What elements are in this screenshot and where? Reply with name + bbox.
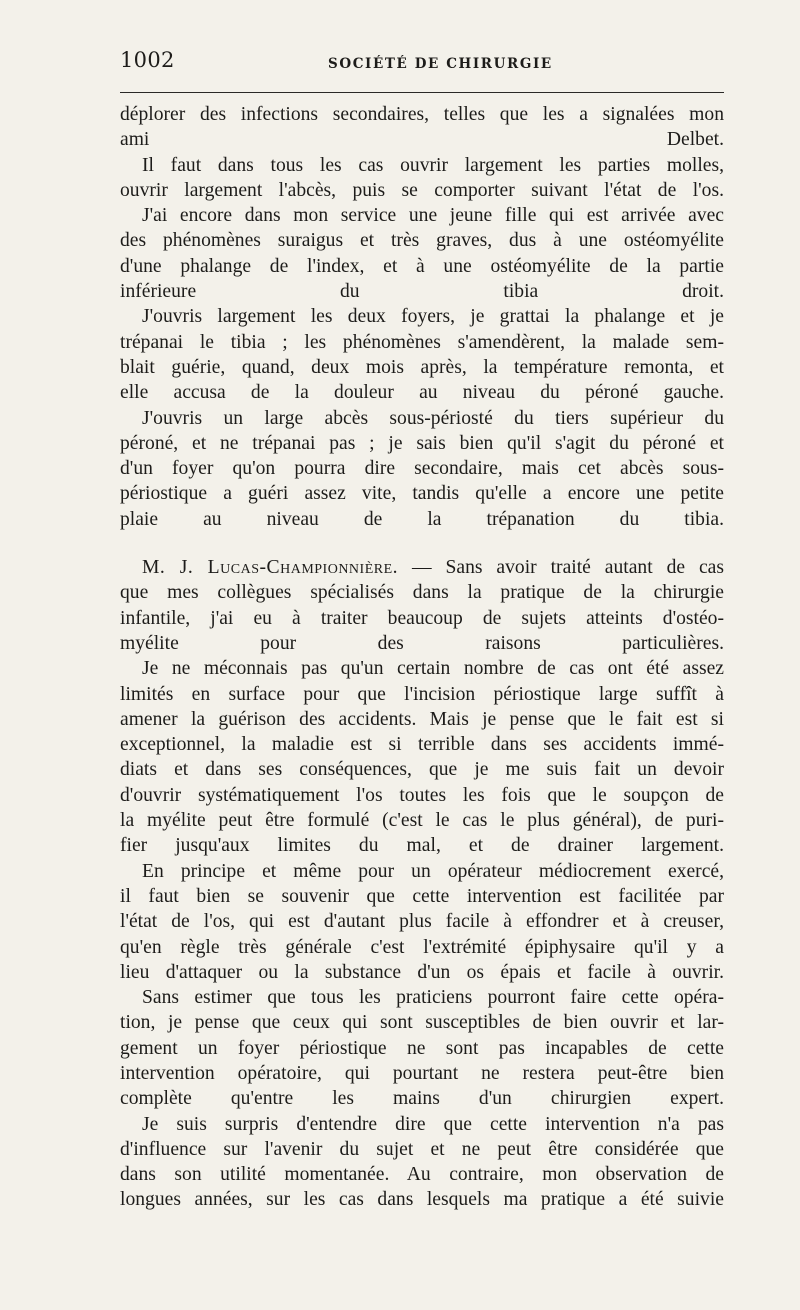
text-line: amener la guérison des accidents. Mais je pense que le fait est si xyxy=(120,708,724,730)
paragraph-continuation xyxy=(120,580,724,656)
paragraph xyxy=(120,203,724,304)
text-line: Sans estimer que tous les praticiens pourront faire cette opéra- xyxy=(142,987,724,1009)
text-line: longues années, sur les cas dans lesquels ma pratique a été suivie xyxy=(120,1189,724,1211)
paragraph xyxy=(120,102,724,153)
text-line: l'état de l'os, qui est d'autant plus facile à effondrer et à creuser, xyxy=(120,911,724,933)
speaker-line xyxy=(120,555,724,580)
text-line: gement un foyer périostique ne sont pas incapables de cette xyxy=(120,1037,724,1059)
text-line: d'une phalange de l'index, et à une ostéomyélite de la partie xyxy=(120,255,724,277)
text-line: complète qu'entre les mains d'un chirurgien expert. xyxy=(120,1088,724,1110)
speaker-line-rest: — Sans avoir traité autant de cas xyxy=(398,557,724,579)
text-line: dans son utilité momentanée. Au contraire, mon observation de xyxy=(120,1164,724,1186)
header-rule xyxy=(120,92,724,93)
paragraph xyxy=(120,1112,724,1213)
paragraph xyxy=(120,304,724,405)
paragraph xyxy=(120,656,724,858)
text-line: Je suis surpris d'entendre dire que cette intervention n'a pas xyxy=(142,1113,724,1135)
text-line: trépanai le tibia ; les phénomènes s'amendèrent, la malade sem- xyxy=(120,331,724,353)
text-line: fier jusqu'aux limites du mal, et de drainer largement. xyxy=(120,835,724,857)
text-line: inférieure du tibia droit. xyxy=(120,281,724,303)
text-line: d'un foyer qu'on pourra dire secondaire, mais cet abcès sous- xyxy=(120,458,724,480)
text-line: J'ouvris largement les deux foyers, je grattai la phalange et je xyxy=(142,306,724,328)
text-line: d'influence sur l'avenir du sujet et ne peut être considérée que xyxy=(120,1138,724,1160)
paragraph-speaker xyxy=(120,555,724,656)
text-line: Je ne méconnais pas qu'un certain nombre de cas ont été assez xyxy=(142,658,724,680)
page-number: 1002 xyxy=(120,48,175,72)
text-line: limités en surface pour que l'incision périostique large suffît à xyxy=(120,683,724,705)
text-line: ouvrir largement l'abcès, puis se comporter suivant l'état de l'os. xyxy=(120,179,724,201)
text-line: En principe et même pour un opérateur médiocrement exercé, xyxy=(142,860,724,882)
text-line: intervention opératoire, qui pourtant ne restera peut-être bien xyxy=(120,1062,724,1084)
paragraph xyxy=(120,153,724,204)
text-line: plaie au niveau de la trépanation du tibia. xyxy=(120,508,724,530)
text-line: des phénomènes suraigus et très graves, dus à une ostéomyélite xyxy=(120,230,724,252)
paragraph xyxy=(120,985,724,1111)
paragraph xyxy=(120,859,724,985)
text-line: péroné, et ne trépanai pas ; je sais bien qu'il s'agit du péroné et xyxy=(120,432,724,454)
text-line: qu'en règle très générale c'est l'extrémité épiphysaire qu'il y a xyxy=(120,936,724,958)
text-line: elle accusa de la douleur au niveau du péroné gauche. xyxy=(120,382,724,404)
text-line: infantile, j'ai eu à traiter beaucoup de sujets atteints d'ostéo- xyxy=(120,607,724,629)
text-line: d'ouvrir systématiquement l'os toutes les fois que le soupçon de xyxy=(120,784,724,806)
body-text xyxy=(120,102,724,1213)
text-line: périostique a guéri assez vite, tandis qu'elle a encore une petite xyxy=(120,483,724,505)
text-line: exceptionnel, la maladie est si terrible dans ses accidents immé- xyxy=(120,734,724,756)
text-line: J'ouvris un large abcès sous-périosté du tiers supérieur du xyxy=(142,407,724,429)
text-line: blait guérie, quand, deux mois après, la température remonta, et xyxy=(120,356,724,378)
text-line: Il faut dans tous les cas ouvrir largement les parties molles, xyxy=(142,154,724,176)
section-gap xyxy=(120,532,724,555)
paragraph xyxy=(120,406,724,532)
text-line: que mes collègues spécialisés dans la pratique de la chirurgie xyxy=(120,582,724,604)
text-line: lieu d'attaquer ou la substance d'un os épais et facile à ouvrir. xyxy=(120,961,724,983)
text-line: myélite pour des raisons particulières. xyxy=(120,632,724,654)
running-title: SOCIÉTÉ DE CHIRURGIE xyxy=(328,56,553,72)
speaker-name: M. J. Lucas-Championnière. xyxy=(142,557,399,579)
text-line: il faut bien se souvenir que cette intervention est facilitée par xyxy=(120,885,724,907)
text-line: J'ai encore dans mon service une jeune fille qui est arrivée avec xyxy=(142,205,724,227)
text-line: ami Delbet. xyxy=(120,129,724,151)
text-line: tion, je pense que ceux qui sont susceptibles de bien ouvrir et lar- xyxy=(120,1012,724,1034)
page-header xyxy=(120,46,724,76)
text-line: la myélite peut être formulé (c'est le cas le plus général), de puri- xyxy=(120,810,724,832)
text-line: déplorer des infections secondaires, telles que les a signalées mon xyxy=(120,104,724,125)
text-line: diats et dans ses conséquences, que je me suis fait un devoir xyxy=(120,759,724,781)
